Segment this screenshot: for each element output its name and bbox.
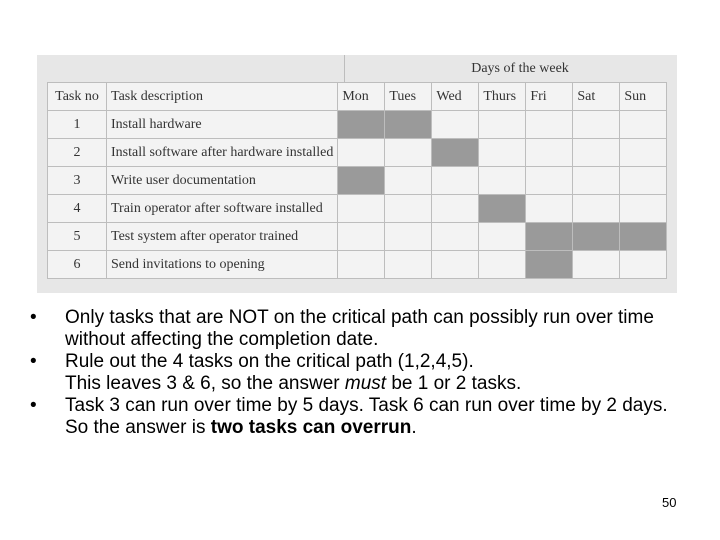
col-header-sun: Sun xyxy=(620,83,667,111)
empty-day-cell xyxy=(432,167,479,195)
scheduled-day-cell xyxy=(620,223,667,251)
gantt-chart-image xyxy=(37,55,677,293)
task-number: 6 xyxy=(48,251,107,279)
empty-day-cell xyxy=(479,251,526,279)
empty-day-cell xyxy=(526,139,573,167)
task-description: Train operator after software installed xyxy=(107,195,338,223)
empty-day-cell xyxy=(573,251,620,279)
empty-day-cell xyxy=(620,111,667,139)
scheduled-day-cell xyxy=(526,223,573,251)
task-description: Install hardware xyxy=(107,111,338,139)
empty-day-cell xyxy=(338,223,385,251)
gantt-header-row xyxy=(48,83,667,111)
empty-day-cell xyxy=(526,167,573,195)
col-header-sat: Sat xyxy=(573,83,620,111)
empty-day-cell xyxy=(479,139,526,167)
bullet-item: • Task 3 can run over time by 5 days. Task 6 can run over time by 2 days. So the answer is two tasks can overrun. xyxy=(30,395,690,439)
col-header-tues: Tues xyxy=(385,83,432,111)
empty-day-cell xyxy=(620,167,667,195)
bullet-list xyxy=(30,307,690,439)
empty-day-cell xyxy=(526,111,573,139)
gantt-table xyxy=(47,82,667,279)
empty-day-cell xyxy=(385,195,432,223)
task-number: 1 xyxy=(48,111,107,139)
scheduled-day-cell xyxy=(338,167,385,195)
task-number: 5 xyxy=(48,223,107,251)
empty-day-cell xyxy=(432,111,479,139)
bullet-item: • Rule out the 4 tasks on the critical path (1,2,4,5). This leaves 3 & 6, so the answer must be 1 or 2 tasks. xyxy=(30,351,690,395)
empty-day-cell xyxy=(385,251,432,279)
empty-day-cell xyxy=(432,223,479,251)
empty-day-cell xyxy=(338,195,385,223)
empty-day-cell xyxy=(338,139,385,167)
gantt-row xyxy=(48,139,667,167)
scheduled-day-cell xyxy=(432,139,479,167)
page-number: 50 xyxy=(662,495,677,510)
col-header-task-description: Task description xyxy=(107,83,338,111)
task-description: Send invitations to opening xyxy=(107,251,338,279)
col-header-fri: Fri xyxy=(526,83,573,111)
gantt-row xyxy=(48,167,667,195)
gantt-row xyxy=(48,111,667,139)
empty-day-cell xyxy=(620,195,667,223)
empty-day-cell xyxy=(479,223,526,251)
col-header-mon: Mon xyxy=(338,83,385,111)
task-description: Test system after operator trained xyxy=(107,223,338,251)
empty-day-cell xyxy=(479,111,526,139)
task-description: Write user documentation xyxy=(107,167,338,195)
bullet-item: • Only tasks that are NOT on the critical path can possibly run over time without affecting the completion date. xyxy=(30,307,690,351)
scheduled-day-cell xyxy=(338,111,385,139)
empty-day-cell xyxy=(385,139,432,167)
scheduled-day-cell xyxy=(479,195,526,223)
empty-day-cell xyxy=(573,195,620,223)
col-header-task-no: Task no xyxy=(48,83,107,111)
empty-day-cell xyxy=(479,167,526,195)
empty-day-cell xyxy=(385,223,432,251)
empty-day-cell xyxy=(338,251,385,279)
scheduled-day-cell xyxy=(573,223,620,251)
scheduled-day-cell xyxy=(526,251,573,279)
empty-day-cell xyxy=(432,251,479,279)
task-number: 3 xyxy=(48,167,107,195)
gantt-row xyxy=(48,223,667,251)
empty-day-cell xyxy=(385,167,432,195)
col-header-wed: Wed xyxy=(432,83,479,111)
col-header-thurs: Thurs xyxy=(479,83,526,111)
empty-day-cell xyxy=(573,167,620,195)
task-number: 4 xyxy=(48,195,107,223)
days-of-week-header: Days of the week xyxy=(344,55,675,82)
gantt-row xyxy=(48,195,667,223)
empty-day-cell xyxy=(620,251,667,279)
scheduled-day-cell xyxy=(385,111,432,139)
empty-day-cell xyxy=(526,195,573,223)
gantt-row xyxy=(48,251,667,279)
task-description: Install software after hardware installed xyxy=(107,139,338,167)
empty-day-cell xyxy=(432,195,479,223)
empty-day-cell xyxy=(620,139,667,167)
empty-day-cell xyxy=(573,111,620,139)
task-number: 2 xyxy=(48,139,107,167)
empty-day-cell xyxy=(573,139,620,167)
